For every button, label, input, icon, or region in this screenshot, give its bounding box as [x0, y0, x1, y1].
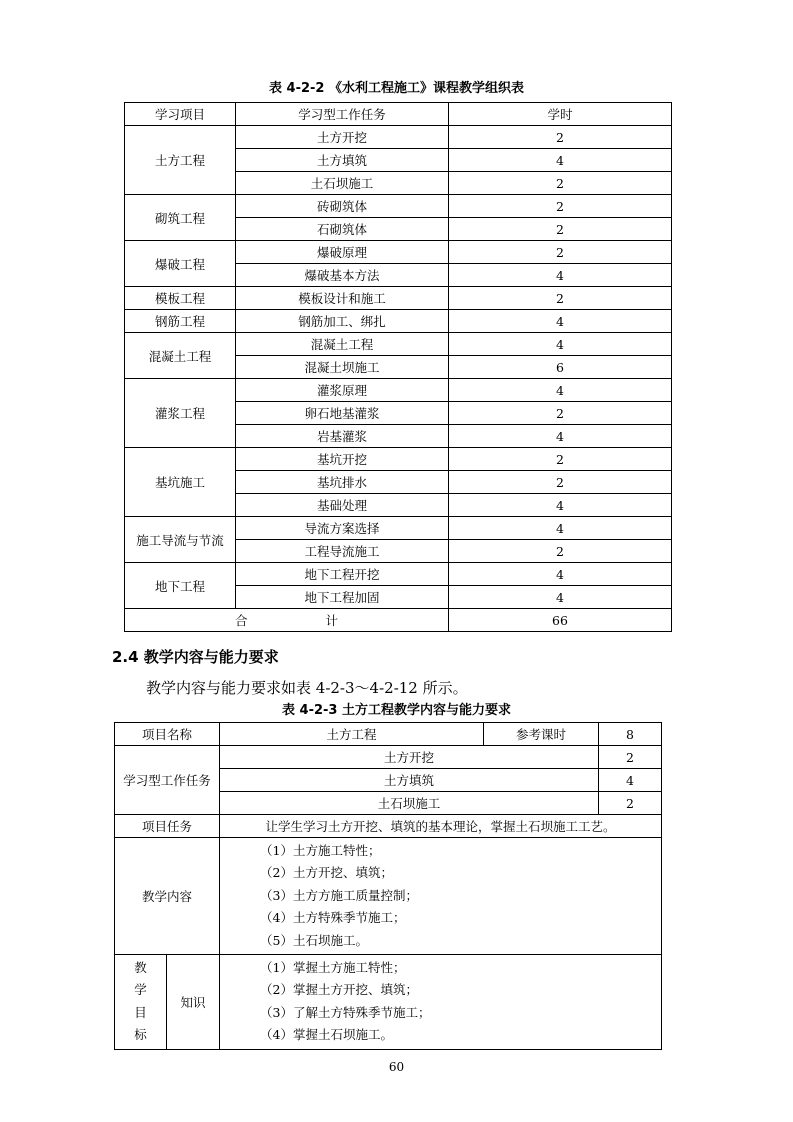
- table-row: [115, 954, 662, 1049]
- hours-cell: 4: [449, 149, 672, 172]
- task-cell: 卵石地基灌浆: [236, 402, 449, 425]
- hours-cell: 4: [449, 517, 672, 540]
- knowledge-list: [220, 954, 662, 1049]
- section-heading: 2.4 教学内容与能力要求: [112, 648, 279, 666]
- hours-cell: 2: [449, 287, 672, 310]
- task-cell: 导流方案选择: [236, 517, 449, 540]
- project-cell: 钢筋工程: [125, 310, 236, 333]
- table-row: [115, 746, 662, 769]
- table-row: [125, 448, 672, 471]
- project-cell: 砌筑工程: [125, 195, 236, 241]
- project-cell: 施工导流与节流: [125, 517, 236, 563]
- hours-cell: 4: [449, 494, 672, 517]
- task-cell: 砖砌筑体: [236, 195, 449, 218]
- project-name-value: 土方工程: [220, 723, 484, 746]
- course-organization-table: [124, 102, 672, 632]
- hours-cell: 2: [449, 241, 672, 264]
- hours-cell: 4: [449, 425, 672, 448]
- task-hours: 4: [599, 769, 662, 792]
- task-cell: 灌浆原理: [236, 379, 449, 402]
- hours-cell: 6: [449, 356, 672, 379]
- hours-cell: 2: [449, 540, 672, 563]
- goal-char: 标: [134, 1027, 147, 1043]
- table-row: [125, 333, 672, 356]
- task-cell: 基坑排水: [236, 471, 449, 494]
- task-cell: 地下工程加固: [236, 586, 449, 609]
- knowledge-item: （1）掌握土方施工特性；: [260, 959, 406, 975]
- task-cell: 土方填筑: [236, 149, 449, 172]
- goal-char: 目: [134, 1004, 147, 1020]
- table-row: [115, 815, 662, 838]
- task-name: 土石坝施工: [220, 792, 599, 815]
- hours-cell: 4: [449, 333, 672, 356]
- ref-hours-label: 参考课时: [484, 723, 599, 746]
- hours-cell: 2: [449, 448, 672, 471]
- project-task-value: 让学生学习土方开挖、填筑的基本理论，掌握土石坝施工工艺。: [220, 815, 662, 838]
- table-row: [125, 563, 672, 586]
- content-item: （3）土方方施工质量控制；: [260, 887, 418, 903]
- table-row: [125, 287, 672, 310]
- tasks-label: 学习型工作任务: [115, 746, 220, 815]
- task-cell: 工程导流施工: [236, 540, 449, 563]
- total-label: [125, 609, 449, 632]
- hours-cell: 2: [449, 402, 672, 425]
- task-cell: 土方开挖: [236, 126, 449, 149]
- table-row: [125, 126, 672, 149]
- content-item: （1）土方施工特性；: [260, 843, 381, 858]
- task-cell: 爆破原理: [236, 241, 449, 264]
- task-cell: 石砌筑体: [236, 218, 449, 241]
- content-item: （5）土石坝施工。: [260, 932, 368, 948]
- content-label: 教学内容: [115, 838, 220, 955]
- goal-char: 学: [134, 982, 147, 998]
- content-item: （4）土方特殊季节施工；: [260, 910, 406, 926]
- task-cell: 混凝土坝施工: [236, 356, 449, 379]
- project-cell: 爆破工程: [125, 241, 236, 287]
- knowledge-item: （3）了解土方特殊季节施工；: [260, 1004, 431, 1020]
- hours-cell: 2: [449, 195, 672, 218]
- task-cell: 爆破基本方法: [236, 264, 449, 287]
- table-row: [125, 241, 672, 264]
- teaching-goal-label: [115, 954, 167, 1049]
- knowledge-item: （4）掌握土石坝施工。: [260, 1027, 393, 1043]
- page-number: 60: [388, 1060, 405, 1074]
- project-cell: 基坑施工: [125, 448, 236, 517]
- task-cell: 地下工程开挖: [236, 563, 449, 586]
- total-row: [125, 609, 672, 632]
- table-row: [115, 723, 662, 746]
- hours-cell: 4: [449, 586, 672, 609]
- task-cell: 土石坝施工: [236, 172, 449, 195]
- earthwork-content-table: [114, 722, 662, 1050]
- table-header-row: [125, 103, 672, 126]
- task-hours: 2: [599, 792, 662, 815]
- hours-cell: 2: [449, 218, 672, 241]
- project-cell: 模板工程: [125, 287, 236, 310]
- content-item: （2）土方开挖、填筑；: [260, 865, 393, 881]
- header-task: 学习型工作任务: [236, 103, 449, 126]
- task-cell: 钢筋加工、绑扎: [236, 310, 449, 333]
- table2-caption: 表 4-2-3 土方工程教学内容与能力要求: [282, 703, 511, 718]
- project-cell: 混凝土工程: [125, 333, 236, 379]
- hours-cell: 2: [449, 471, 672, 494]
- table-row: [125, 517, 672, 540]
- hours-cell: 4: [449, 264, 672, 287]
- task-name: 土方填筑: [220, 769, 599, 792]
- project-cell: 地下工程: [125, 563, 236, 609]
- project-name-label: 项目名称: [115, 723, 220, 746]
- table1-caption: 表 4-2-2 《水利工程施工》课程教学组织表: [269, 81, 524, 96]
- task-name: 土方开挖: [220, 746, 599, 769]
- project-cell: 土方工程: [125, 126, 236, 195]
- task-cell: 岩基灌浆: [236, 425, 449, 448]
- project-task-label: 项目任务: [115, 815, 220, 838]
- content-list: [220, 838, 662, 955]
- table-row: [125, 195, 672, 218]
- project-cell: 灌浆工程: [125, 379, 236, 448]
- task-hours: 2: [599, 746, 662, 769]
- knowledge-label: 知识: [167, 954, 220, 1049]
- knowledge-item: （2）掌握土方开挖、填筑；: [260, 982, 418, 998]
- ref-hours-value: 8: [599, 723, 662, 746]
- table-row: [125, 379, 672, 402]
- total-hours: 66: [449, 609, 672, 632]
- section-paragraph: 教学内容与能力要求如表 4-2-3～4-2-12 所示。: [146, 679, 468, 697]
- hours-cell: 2: [449, 126, 672, 149]
- hours-cell: 4: [449, 379, 672, 402]
- task-cell: 混凝土工程: [236, 333, 449, 356]
- total-label-b: 计: [325, 613, 339, 628]
- hours-cell: 4: [449, 563, 672, 586]
- table-row: [125, 310, 672, 333]
- task-cell: 基坑开挖: [236, 448, 449, 471]
- hours-cell: 2: [449, 172, 672, 195]
- goal-char: 教: [134, 959, 147, 975]
- header-hours: 学时: [449, 103, 672, 126]
- table-row: [115, 838, 662, 955]
- task-cell: 基础处理: [236, 494, 449, 517]
- hours-cell: 4: [449, 310, 672, 333]
- task-cell: 模板设计和施工: [236, 287, 449, 310]
- total-label-a: 合: [234, 613, 248, 628]
- header-project: 学习项目: [125, 103, 236, 126]
